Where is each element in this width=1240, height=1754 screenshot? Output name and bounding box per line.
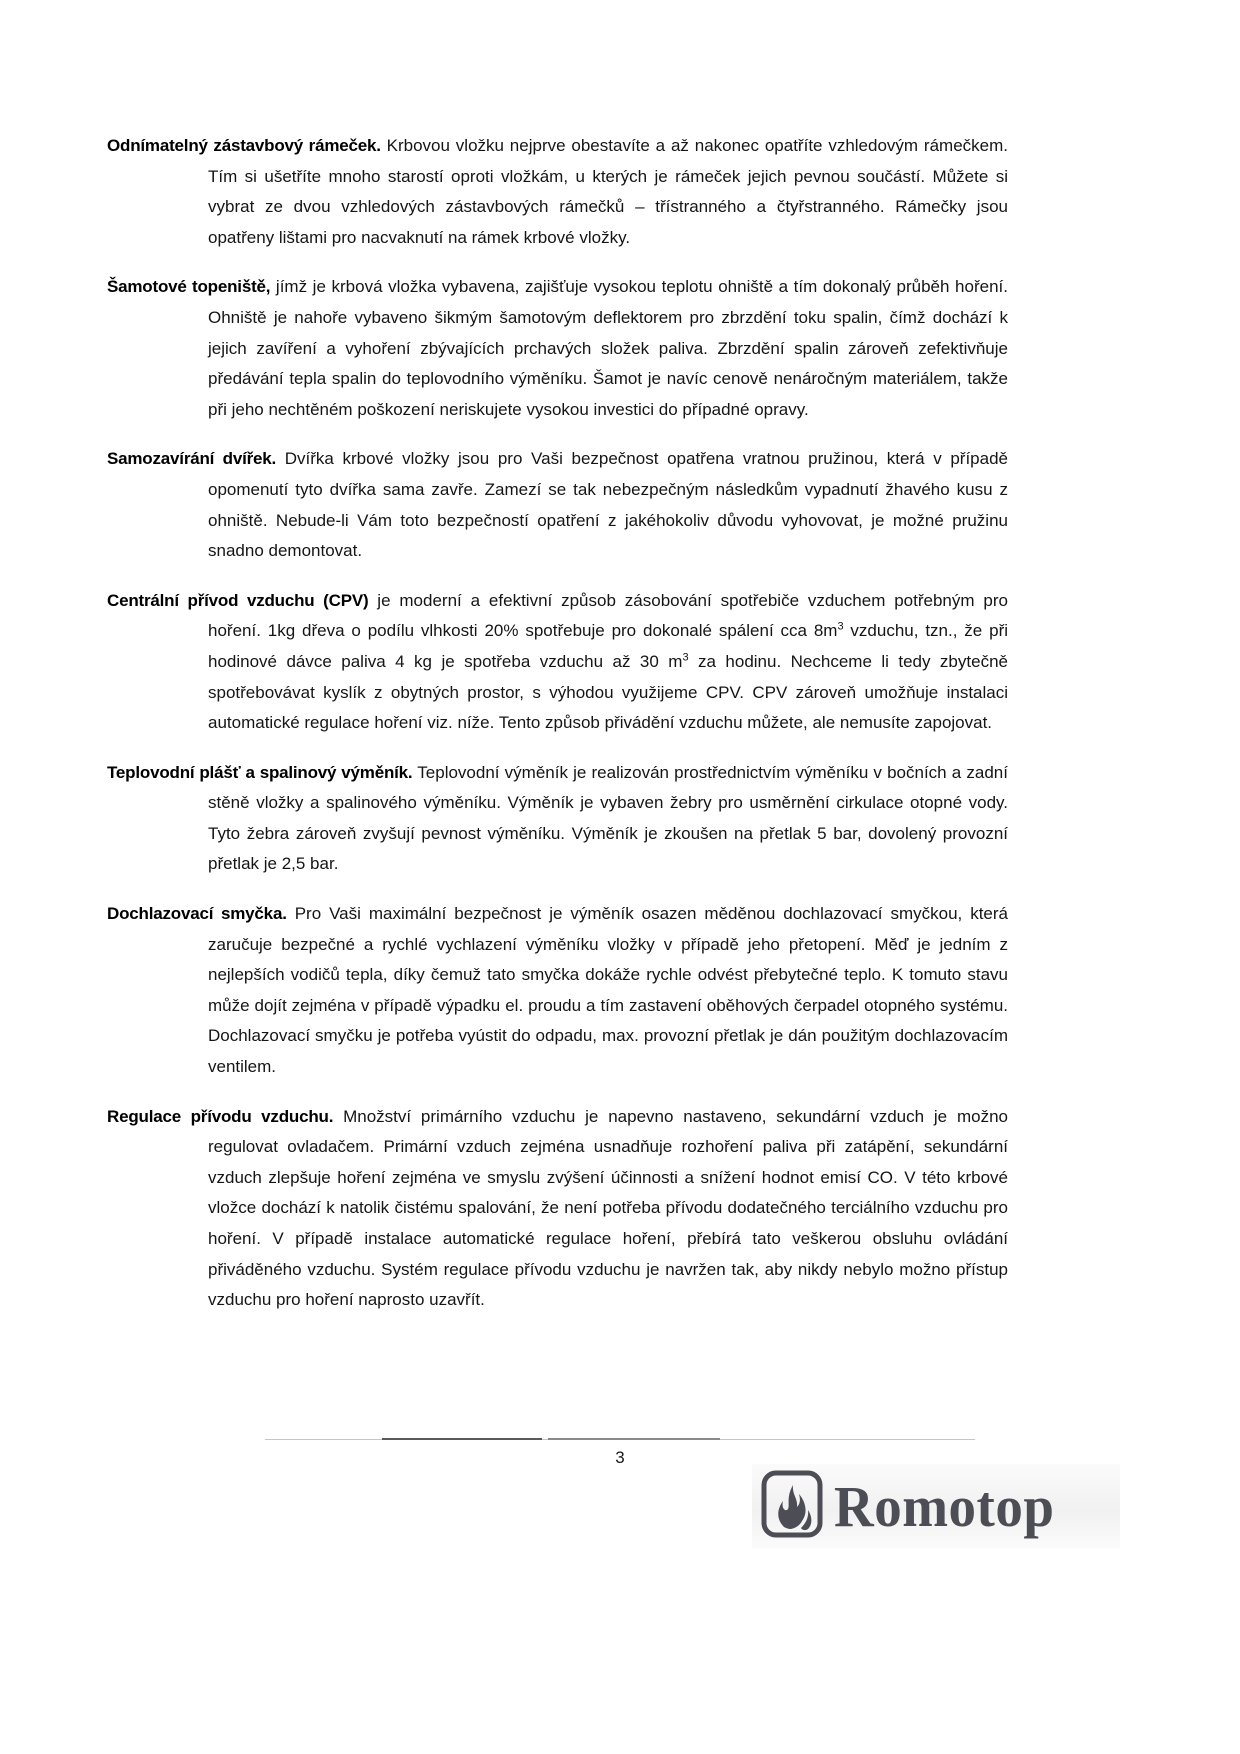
paragraph [107, 899, 1008, 1083]
paragraph-text: za hodinu. Nechceme li tedy zbytečně spotřebovávat kyslík z obytných prostor, s výhodou využijeme CPV. CPV zároveň umožňuje instalaci automatické regulace hoření viz. níže. Tento způsob přivádění vzduchu můžete, ale nemusíte zapojovat. [208, 651, 1008, 733]
paragraph [107, 131, 1008, 253]
paragraph-lead: Teplovodní plášť a spalinový výměník. [107, 762, 413, 782]
superscript: 3 [682, 651, 689, 664]
paragraph-lead: Regulace přívodu vzduchu. [107, 1106, 334, 1126]
paragraph-text: je moderní a efektivní způsob zásobování spotřebiče vzduchem potřebným pro hoření. 1kg dřeva o podílu vlhkosti 20% spotřebuje pro dokonalé spálení cca 8m [208, 590, 1008, 641]
paragraph-lead: Odnímatelný zástavbový rámeček. [107, 136, 381, 155]
paragraph-text: Dvířka krbové vložky jsou pro Vaši bezpečnost opatřena vratnou pružinou, která v případě opomenutí tyto dvířka sama zavře. Zamezí se tak nebezpečným následkům vypadnutí žhavého kusu z ohniště. Nebude-li Vám toto bezpečností opatření z jakéhokoliv důvodu vyhovovat, je možné pružinu snadno demontovat. [208, 449, 1008, 561]
paragraph-text: vzduchu, tzn., že při hodinové dávce paliva 4 kg je spotřeba vzduchu až 30 m [208, 621, 1009, 671]
paragraph-text: Pro Vaši maximální bezpečnost je výměník osazen měděnou dochlazovací smyčkou, která zaručuje bezpečné a rychlé vychlazení výměníku vložky v případě jeho přetopení. Měď je jedním z nejlepších vodičů tepla, díky čemuž tato smyčka dokáže rychle odvést přebytečné teplo. K tomuto stavu může dojít zejména v případě výpadku el. proudu a tím zastavení oběhových čerpadel otopného systému. Dochlazovací smyčku je potřeba vyústit do odpadu, max. provozní přetlak je dán použitým dochlazovacím ventilem. [208, 904, 1009, 1077]
paragraph-text: Teplovodní výměník je realizován prostřednictvím výměníku v bočních a zadní stěně vložky a spalinového výměníku. Výměník je vybaven žebry pro usměrnění cirkulace otopné vody. Tyto žebra zároveň zvyšují pevnost výměníku. Výměník je zkoušen na přetlak 5 bar, dovolený provozní přetlak je 2,5 bar. [208, 762, 1008, 874]
superscript: 3 [837, 620, 844, 633]
paragraph-text: jímž je krbová vložka vybavena, zajišťuje vysokou teplotu ohniště a tím dokonalý průběh hoření. Ohniště je nahoře vybaveno šikmým šamotovým deflektorem pro zbrzdění toku spalin, čímž dochází k jejich zavíření a vyhoření zbývajících prchavých složek paliva. Zbrzdění spalin zároveň zefektivňuje předávání tepla spalin do teplovodního výměníku. Šamot je navíc cenově nenáročným materiálem, takže při jeho nechtěném poškození neriskujete vysokou investici do případné opravy. [208, 277, 1008, 419]
romotop-flame-icon [760, 1469, 824, 1544]
paragraph-lead: Šamotové topeniště, [107, 277, 271, 297]
paragraph [107, 272, 1008, 425]
document-body [107, 131, 1008, 1335]
footer-divider-segment [382, 1438, 542, 1440]
paragraph-text: Krbovou vložku nejprve obestavíte a až nakonec opatříte vzhledovým rámečkem. Tím si ušetříte mnoho starostí oproti vložkám, u kterých je rámeček jejich pevnou součástí. Můžete si vybrat ze dvou vzhledových zástavbových rámečků – třístranného a čtyřstranného. Rámečky jsou opatřeny lištami pro nacvaknutí na rámek krbové vložky. [208, 136, 1008, 247]
romotop-logo-text: Romotop [834, 1473, 1055, 1539]
paragraph-lead: Centrální přívod vzduchu (CPV) [107, 590, 369, 610]
footer-divider-segment [548, 1438, 720, 1440]
page-number: 3 [615, 1448, 625, 1467]
paragraph-lead: Samozavírání dvířek. [107, 449, 277, 469]
romotop-logo [752, 1464, 1120, 1548]
paragraph-lead: Dochlazovací smyčka. [107, 904, 287, 924]
paragraph [107, 758, 1008, 880]
paragraph [107, 1102, 1008, 1316]
paragraph [107, 586, 1008, 739]
paragraph [107, 444, 1008, 566]
paragraph-text: Množství primárního vzduchu je napevno nastaveno, sekundární vzduch je možno regulovat ovladačem. Primární vzduch zejména usnadňuje rozhoření paliva při zatápění, sekundární vzduch zlepšuje hoření zejména ve smyslu zvýšení účinnosti a snížení hodnot emisí CO. V této krbové vložce dochází k natolik čistému spalování, že není potřeba přívodu dodatečného terciálního vzduchu pro hoření. V případě instalace automatické regulace hoření, přebírá tato veškerou obsluhu ovládání přiváděného vzduchu. Systém regulace přívodu vzduchu je navržen tak, aby nikdy nebylo možno přístup vzduchu pro hoření naprosto uzavřít. [208, 1106, 1008, 1310]
